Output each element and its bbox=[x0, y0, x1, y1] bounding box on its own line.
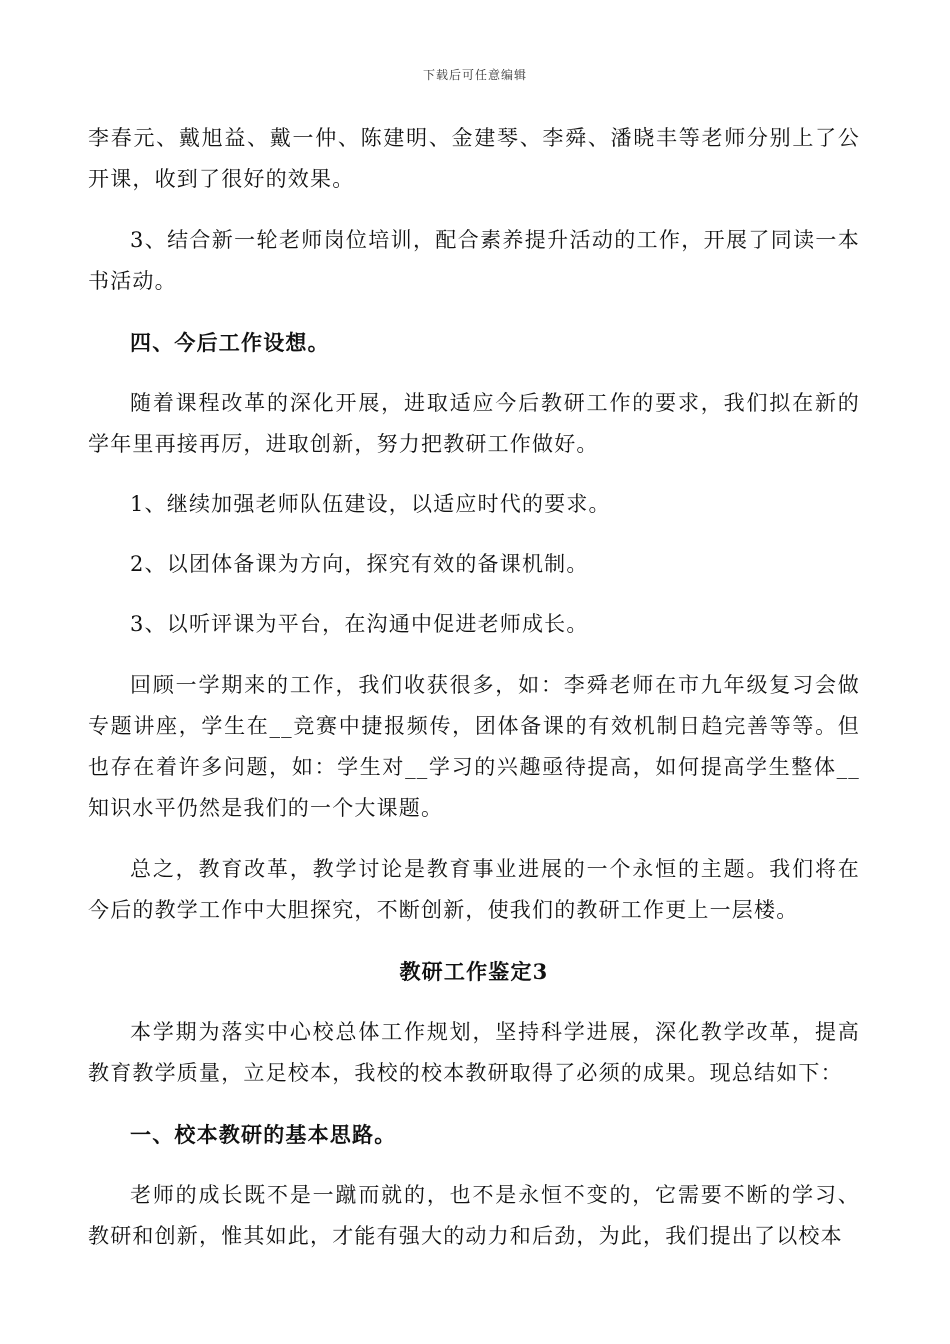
document-title-3: 教研工作鉴定3 bbox=[399, 959, 549, 984]
list-item-teacher-team: 1、继续加强老师队伍建设，以适应时代的要求。 bbox=[130, 492, 611, 516]
section-heading-basic-approach: 一、校本教研的基本思路。 bbox=[130, 1122, 397, 1147]
paragraph-future-intro: 随着课程改革的深化开展，进取适应今后教研工作的要求，我们拟在新的学年里再接再厉，进取创新，努力把教研工作做好。 bbox=[88, 391, 860, 456]
paragraph-semester-intro: 本学期为落实中心校总体工作规划，坚持科学进展，深化教学改革，提高教育教学质量，立足校本，我校的校本教研取得了必须的成果。现总结如下： bbox=[88, 1020, 860, 1085]
paragraph-reading-activity: 3、结合新一轮老师岗位培训，配合素养提升活动的工作，开展了同读一本书活动。 bbox=[88, 228, 860, 293]
section-heading-future-plans: 四、今后工作设想。 bbox=[130, 330, 330, 355]
paragraph-open-lessons: 李春元、戴旭益、戴一仲、陈建明、金建琴、李舜、潘晓丰等老师分别上了公开课，收到了很好的效果。 bbox=[88, 126, 860, 191]
list-item-lesson-review: 3、以听评课为平台，在沟通中促进老师成长。 bbox=[130, 612, 589, 636]
paragraph-semester-review: 回顾一学期来的工作，我们收获很多，如：李舜老师在市九年级复习会做专题讲座，学生在__竞赛中捷报频传，团体备课的有效机制日趋完善等等。但也存在着许多问题，如：学生对__学习的兴趣亟待提高，如何提高学生整体__知识水平仍然是我们的一个大课题。 bbox=[88, 673, 860, 820]
header-note: 下载后可任意编辑 bbox=[422, 68, 527, 82]
list-item-group-lesson-prep: 2、以团体备课为方向，探究有效的备课机制。 bbox=[130, 552, 589, 576]
paragraph-conclusion: 总之，教育改革，教学讨论是教育事业进展的一个永恒的主题。我们将在今后的教学工作中大胆探究，不断创新，使我们的教研工作更上一层楼。 bbox=[88, 857, 860, 922]
document-body bbox=[88, 118, 860, 1257]
paragraph-teacher-growth: 老师的成长既不是一蹴而就的，也不是永恒不变的，它需要不断的学习、教研和创新，惟其如此，才能有强大的动力和后劲，为此，我们提出了以校本 bbox=[88, 1183, 860, 1248]
